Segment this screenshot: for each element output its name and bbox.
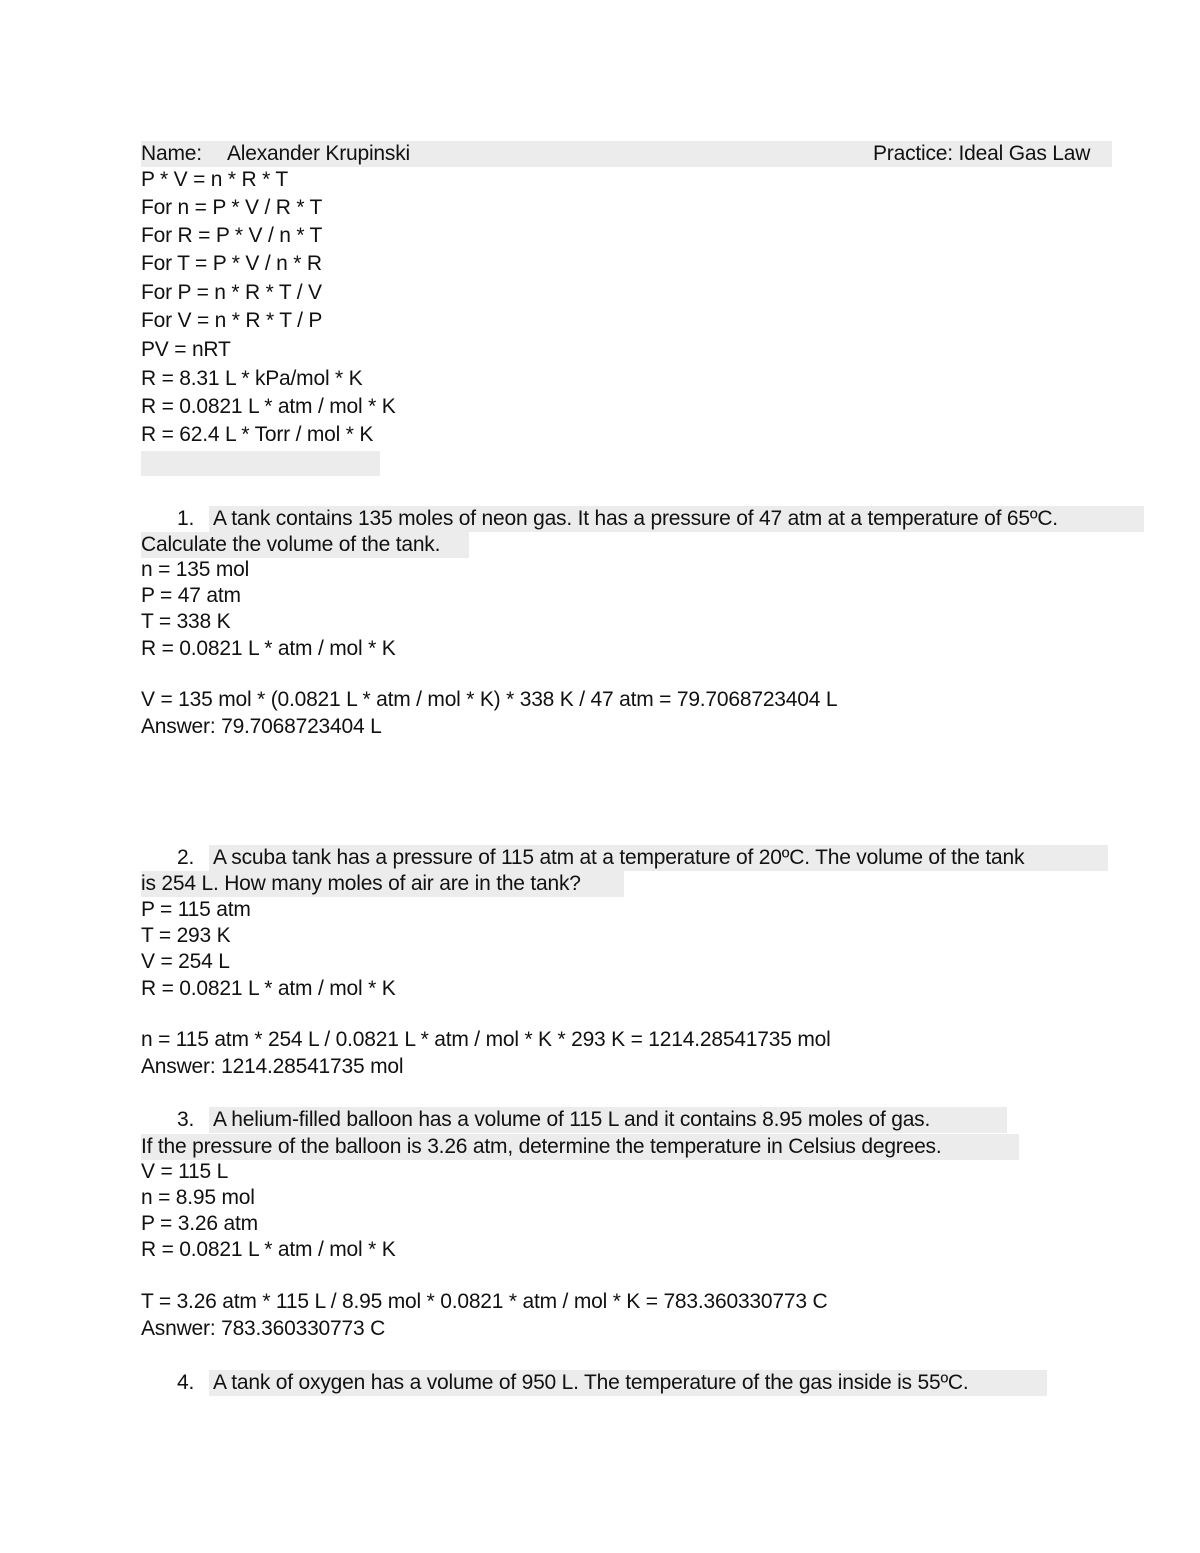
given-value: n = 8.95 mol [141, 1186, 255, 1209]
given-value: R = 0.0821 L * atm / mol * K [141, 637, 396, 660]
given-value: n = 135 mol [141, 558, 250, 581]
given-value: R = 0.0821 L * atm / mol * K [141, 977, 396, 1000]
work-line: V = 135 mol * (0.0821 L * atm / mol * K) * 338 K / 47 atm = 79.7068723404 L [141, 688, 838, 711]
answer-line: Answer: 79.7068723404 L [141, 715, 382, 738]
given-value: T = 293 K [141, 924, 231, 947]
question-number: 4. [177, 1371, 195, 1394]
answer-line: Answer: 1214.28541735 mol [141, 1055, 404, 1078]
work-line: T = 3.26 atm * 115 L / 8.95 mol * 0.0821 * atm / mol * K = 783.360330773 C [141, 1290, 828, 1313]
formula-line: For P = n * R * T / V [141, 281, 322, 304]
question-text: Calculate the volume of the tank. [141, 533, 441, 556]
given-value: P = 115 atm [141, 898, 251, 921]
worksheet-title: Practice: Ideal Gas Law [873, 142, 1091, 165]
question-text: A helium-filled balloon has a volume of 115 L and it contains 8.95 moles of gas. [213, 1108, 931, 1131]
given-value: P = 47 atm [141, 584, 241, 607]
given-value: V = 254 L [141, 950, 230, 973]
given-value: R = 0.0821 L * atm / mol * K [141, 1238, 396, 1261]
formula-line: R = 8.31 L * kPa/mol * K [141, 367, 363, 390]
formula-line: For V = n * R * T / P [141, 309, 323, 332]
given-value: T = 338 K [141, 610, 231, 633]
answer-line: Asnwer: 783.360330773 C [141, 1317, 386, 1340]
formula-line: P * V = n * R * T [141, 168, 288, 191]
formula-line: For n = P * V / R * T [141, 196, 323, 219]
formula-line: For T = P * V / n * R [141, 252, 322, 275]
given-value: P = 3.26 atm [141, 1212, 258, 1235]
student-name: Alexander Krupinski [227, 142, 410, 165]
blank-highlight [141, 451, 380, 476]
given-value: V = 115 L [141, 1160, 229, 1183]
formula-line: R = 0.0821 L * atm / mol * K [141, 395, 396, 418]
question-text: is 254 L. How many moles of air are in the tank? [141, 872, 581, 895]
question-text: If the pressure of the balloon is 3.26 atm, determine the temperature in Celsius degrees. [141, 1135, 942, 1158]
work-line: n = 115 atm * 254 L / 0.0821 L * atm / mol * K * 293 K = 1214.28541735 mol [141, 1028, 831, 1051]
formula-line: For R = P * V / n * T [141, 224, 323, 247]
formula-line: R = 62.4 L * Torr / mol * K [141, 423, 374, 446]
question-number: 2. [177, 846, 195, 869]
question-number: 1. [177, 507, 195, 530]
formula-line: PV = nRT [141, 338, 231, 361]
question-text: A tank of oxygen has a volume of 950 L. The temperature of the gas inside is 55ºC. [213, 1371, 969, 1394]
question-number: 3. [177, 1108, 195, 1131]
question-text: A scuba tank has a pressure of 115 atm at a temperature of 20ºC. The volume of the tank [213, 846, 1025, 869]
question-text: A tank contains 135 moles of neon gas. It has a pressure of 47 atm at a temperature of 65ºC. [213, 507, 1058, 530]
name-label: Name: [141, 142, 202, 165]
